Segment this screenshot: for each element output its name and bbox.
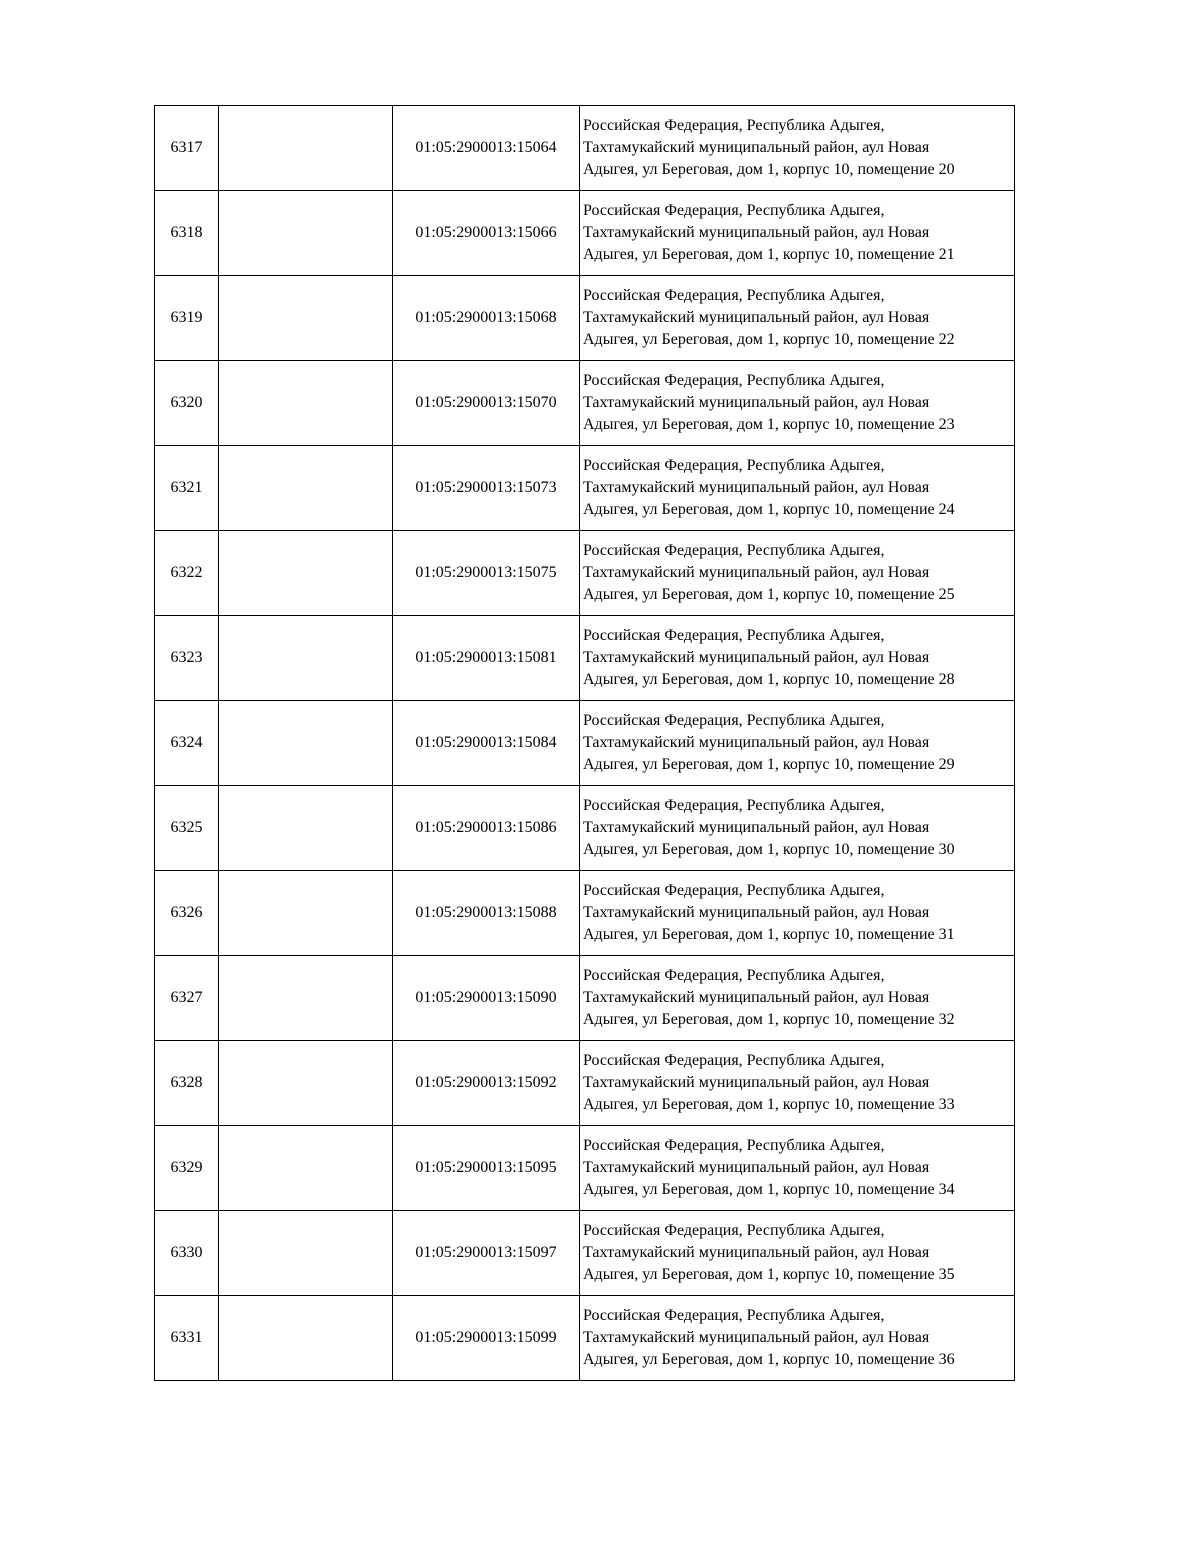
empty-cell [219, 1296, 393, 1381]
row-number-cell: 6318 [155, 191, 219, 276]
address-line: Адыгея, ул Береговая, дом 1, корпус 10, помещение 21 [583, 246, 955, 263]
address-line: Российская Федерация, Республика Адыгея, [583, 797, 885, 814]
empty-cell [219, 361, 393, 446]
address-line: Российская Федерация, Республика Адыгея, [583, 457, 885, 474]
address-cell [580, 871, 1015, 956]
empty-cell [219, 616, 393, 701]
address-cell [580, 1041, 1015, 1126]
address-line: Тахтамукайский муниципальный район, аул Новая [583, 734, 930, 751]
address-line: Российская Федерация, Республика Адыгея, [583, 1137, 885, 1154]
address-line: Адыгея, ул Береговая, дом 1, корпус 10, помещение 35 [583, 1266, 955, 1283]
address-cell [580, 616, 1015, 701]
table-row [155, 1126, 1015, 1211]
address-cell [580, 361, 1015, 446]
address-line: Тахтамукайский муниципальный район, аул Новая [583, 1074, 930, 1091]
address-line: Российская Федерация, Республика Адыгея, [583, 627, 885, 644]
row-number-cell: 6324 [155, 701, 219, 786]
address-line: Тахтамукайский муниципальный район, аул Новая [583, 649, 930, 666]
address-line: Адыгея, ул Береговая, дом 1, корпус 10, помещение 24 [583, 501, 955, 518]
cadastral-number-cell: 01:05:2900013:15070 [393, 361, 580, 446]
row-number-cell: 6327 [155, 956, 219, 1041]
empty-cell [219, 1041, 393, 1126]
address-cell [580, 1211, 1015, 1296]
cadastral-number-cell: 01:05:2900013:15073 [393, 446, 580, 531]
cadastral-number-cell: 01:05:2900013:15086 [393, 786, 580, 871]
empty-cell [219, 871, 393, 956]
address-cell [580, 956, 1015, 1041]
table-row [155, 276, 1015, 361]
address-cell [580, 786, 1015, 871]
empty-cell [219, 956, 393, 1041]
address-line: Адыгея, ул Береговая, дом 1, корпус 10, помещение 32 [583, 1011, 955, 1028]
address-cell [580, 276, 1015, 361]
table-row [155, 956, 1015, 1041]
address-line: Адыгея, ул Береговая, дом 1, корпус 10, помещение 23 [583, 416, 955, 433]
row-number-cell: 6323 [155, 616, 219, 701]
table-row [155, 106, 1015, 191]
address-line: Российская Федерация, Республика Адыгея, [583, 882, 885, 899]
address-line: Тахтамукайский муниципальный район, аул Новая [583, 139, 930, 156]
address-cell [580, 701, 1015, 786]
table-row [155, 191, 1015, 276]
address-line: Российская Федерация, Республика Адыгея, [583, 1307, 885, 1324]
address-line: Тахтамукайский муниципальный район, аул Новая [583, 479, 930, 496]
address-line: Адыгея, ул Береговая, дом 1, корпус 10, помещение 30 [583, 841, 955, 858]
cadastral-number-cell: 01:05:2900013:15095 [393, 1126, 580, 1211]
empty-cell [219, 191, 393, 276]
address-line: Адыгея, ул Береговая, дом 1, корпус 10, помещение 22 [583, 331, 955, 348]
address-line: Адыгея, ул Береговая, дом 1, корпус 10, помещение 36 [583, 1351, 955, 1368]
address-line: Адыгея, ул Береговая, дом 1, корпус 10, помещение 31 [583, 926, 955, 943]
address-line: Российская Федерация, Республика Адыгея, [583, 712, 885, 729]
address-line: Российская Федерация, Республика Адыгея, [583, 542, 885, 559]
cadastral-number-cell: 01:05:2900013:15090 [393, 956, 580, 1041]
address-line: Тахтамукайский муниципальный район, аул Новая [583, 564, 930, 581]
cadastral-number-cell: 01:05:2900013:15097 [393, 1211, 580, 1296]
cadastral-number-cell: 01:05:2900013:15068 [393, 276, 580, 361]
address-line: Тахтамукайский муниципальный район, аул Новая [583, 1329, 930, 1346]
table-row [155, 1211, 1015, 1296]
address-line: Адыгея, ул Береговая, дом 1, корпус 10, помещение 20 [583, 161, 955, 178]
empty-cell [219, 1126, 393, 1211]
table-row [155, 446, 1015, 531]
empty-cell [219, 701, 393, 786]
row-number-cell: 6331 [155, 1296, 219, 1381]
empty-cell [219, 786, 393, 871]
address-line: Адыгея, ул Береговая, дом 1, корпус 10, помещение 29 [583, 756, 955, 773]
address-line: Тахтамукайский муниципальный район, аул Новая [583, 224, 930, 241]
row-number-cell: 6328 [155, 1041, 219, 1126]
address-line: Российская Федерация, Республика Адыгея, [583, 1222, 885, 1239]
row-number-cell: 6322 [155, 531, 219, 616]
address-line: Тахтамукайский муниципальный район, аул Новая [583, 819, 930, 836]
address-line: Российская Федерация, Республика Адыгея, [583, 117, 885, 134]
cadastral-number-cell: 01:05:2900013:15084 [393, 701, 580, 786]
address-line: Адыгея, ул Береговая, дом 1, корпус 10, помещение 34 [583, 1181, 955, 1198]
cadastral-number-cell: 01:05:2900013:15075 [393, 531, 580, 616]
address-cell [580, 1126, 1015, 1211]
table-row [155, 701, 1015, 786]
row-number-cell: 6330 [155, 1211, 219, 1296]
cadastral-number-cell: 01:05:2900013:15092 [393, 1041, 580, 1126]
row-number-cell: 6326 [155, 871, 219, 956]
address-line: Адыгея, ул Береговая, дом 1, корпус 10, помещение 28 [583, 671, 955, 688]
empty-cell [219, 531, 393, 616]
address-line: Тахтамукайский муниципальный район, аул Новая [583, 1244, 930, 1261]
address-line: Тахтамукайский муниципальный район, аул Новая [583, 989, 930, 1006]
empty-cell [219, 446, 393, 531]
address-line: Российская Федерация, Республика Адыгея, [583, 202, 885, 219]
row-number-cell: 6329 [155, 1126, 219, 1211]
address-line: Тахтамукайский муниципальный район, аул Новая [583, 1159, 930, 1176]
empty-cell [219, 1211, 393, 1296]
cadastral-number-cell: 01:05:2900013:15099 [393, 1296, 580, 1381]
table-row [155, 1296, 1015, 1381]
row-number-cell: 6320 [155, 361, 219, 446]
address-cell [580, 531, 1015, 616]
cadastral-number-cell: 01:05:2900013:15088 [393, 871, 580, 956]
row-number-cell: 6319 [155, 276, 219, 361]
table-row [155, 616, 1015, 701]
address-line: Российская Федерация, Республика Адыгея, [583, 372, 885, 389]
empty-cell [219, 276, 393, 361]
address-cell [580, 106, 1015, 191]
cadastral-number-cell: 01:05:2900013:15081 [393, 616, 580, 701]
row-number-cell: 6317 [155, 106, 219, 191]
row-number-cell: 6321 [155, 446, 219, 531]
address-cell [580, 191, 1015, 276]
address-line: Тахтамукайский муниципальный район, аул Новая [583, 309, 930, 326]
registry-table-body [155, 106, 1015, 1381]
address-line: Тахтамукайский муниципальный район, аул Новая [583, 904, 930, 921]
address-cell [580, 1296, 1015, 1381]
address-line: Российская Федерация, Республика Адыгея, [583, 967, 885, 984]
table-row [155, 531, 1015, 616]
address-line: Тахтамукайский муниципальный район, аул Новая [583, 394, 930, 411]
table-row [155, 871, 1015, 956]
empty-cell [219, 106, 393, 191]
address-line: Российская Федерация, Республика Адыгея, [583, 1052, 885, 1069]
address-line: Адыгея, ул Береговая, дом 1, корпус 10, помещение 25 [583, 586, 955, 603]
cadastral-number-cell: 01:05:2900013:15064 [393, 106, 580, 191]
table-row [155, 1041, 1015, 1126]
address-line: Российская Федерация, Республика Адыгея, [583, 287, 885, 304]
row-number-cell: 6325 [155, 786, 219, 871]
address-line: Адыгея, ул Береговая, дом 1, корпус 10, помещение 33 [583, 1096, 955, 1113]
address-cell [580, 446, 1015, 531]
table-row [155, 361, 1015, 446]
registry-table [154, 105, 1015, 1381]
table-row [155, 786, 1015, 871]
cadastral-number-cell: 01:05:2900013:15066 [393, 191, 580, 276]
